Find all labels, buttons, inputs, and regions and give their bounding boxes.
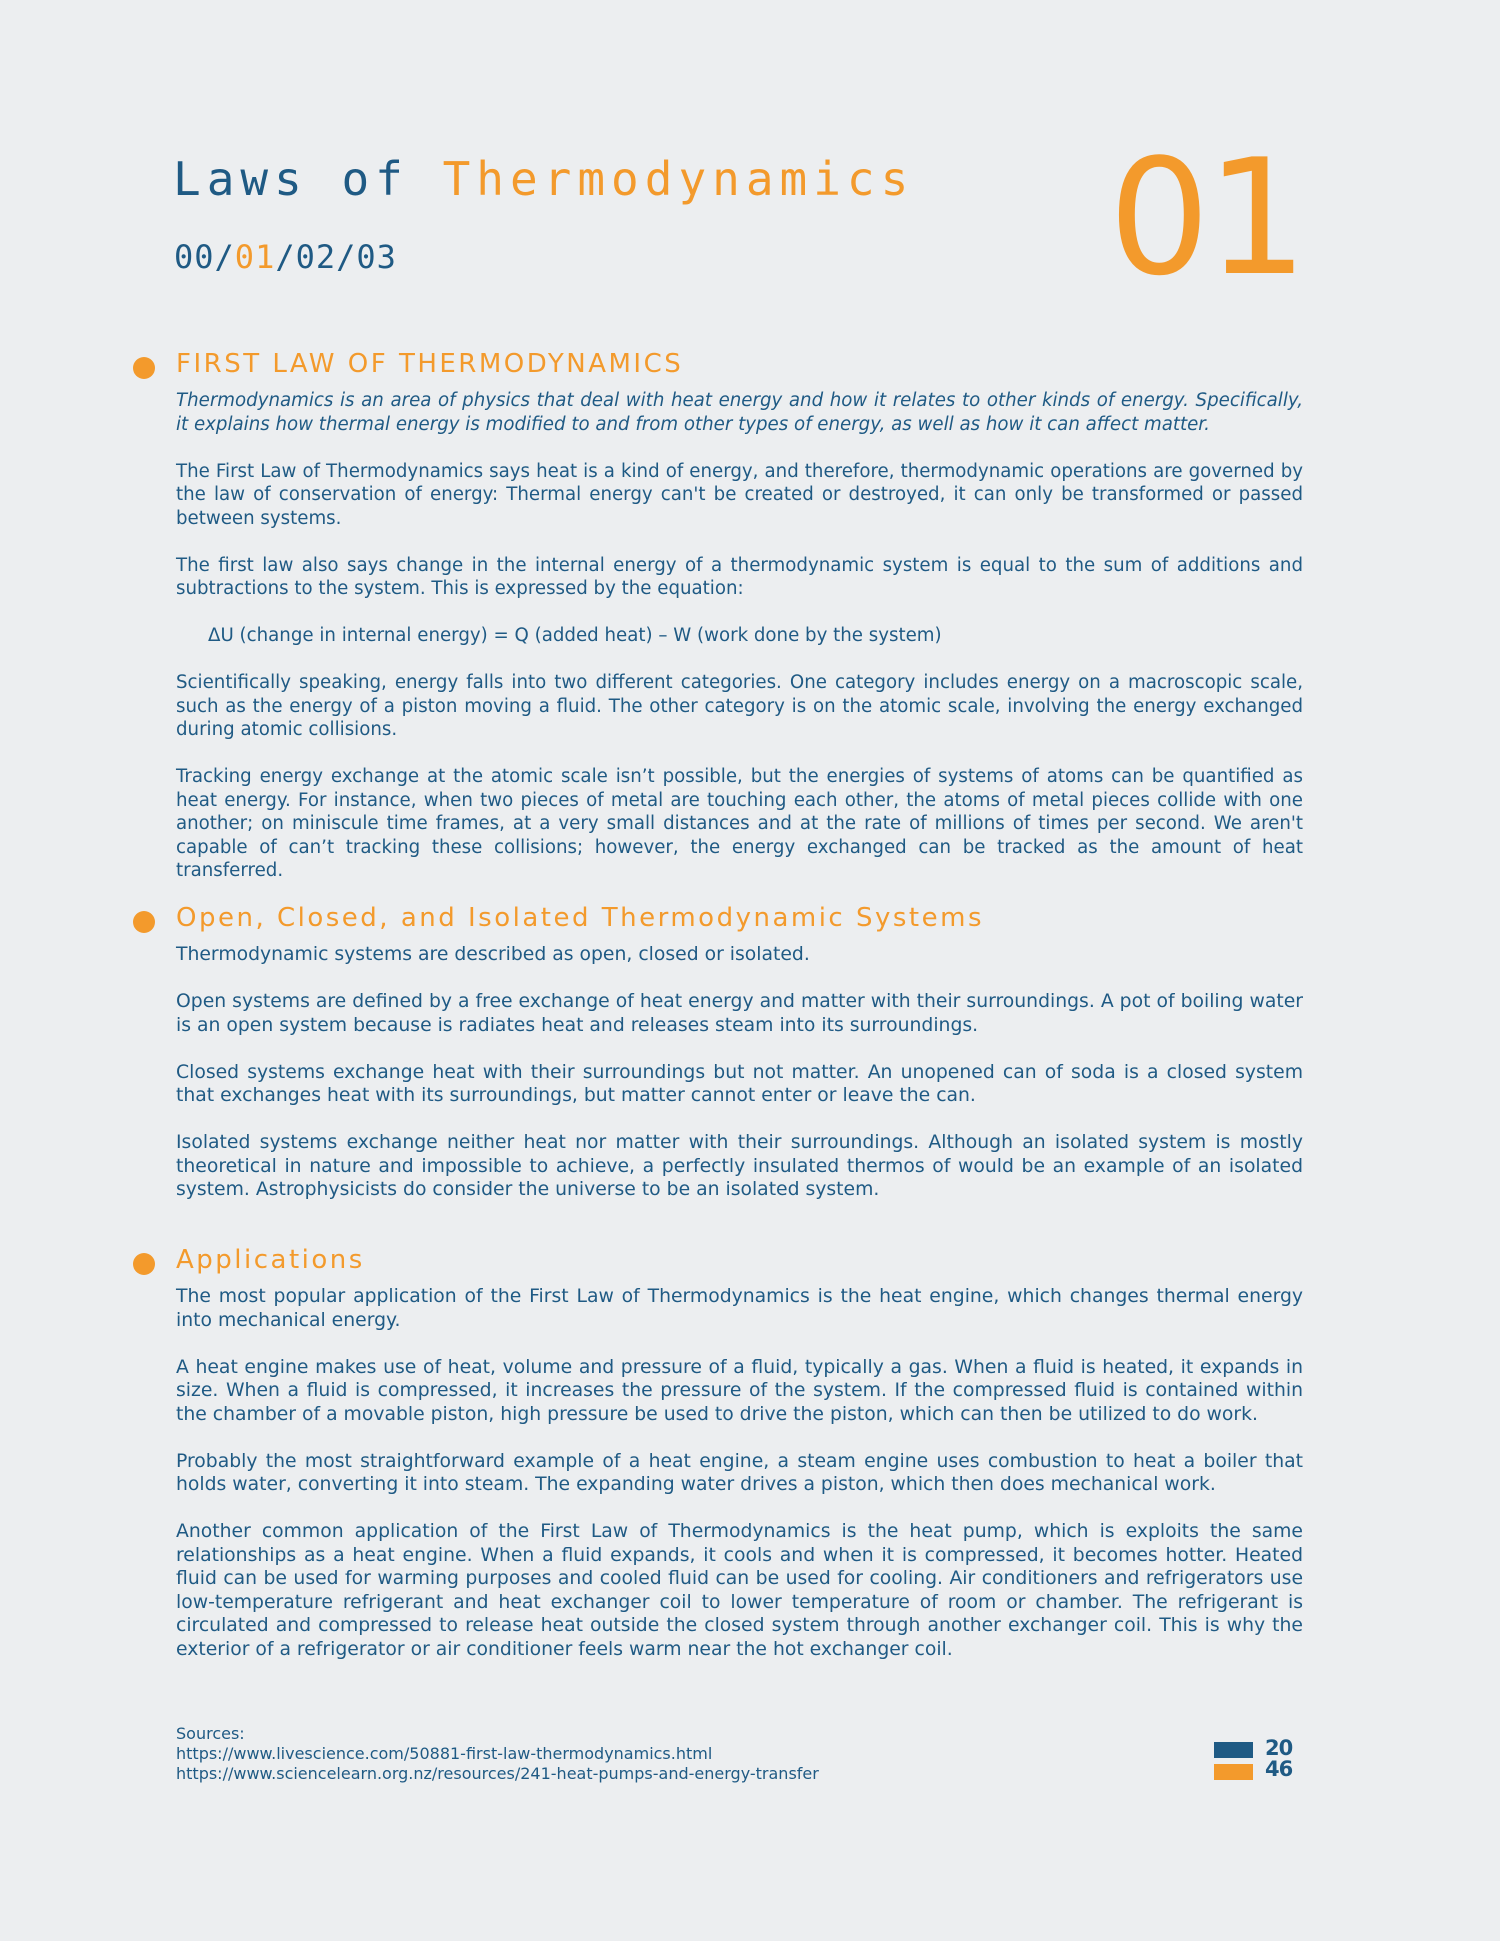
section-bullet-icon (133, 911, 155, 933)
page-index-suffix: /02/03 (275, 238, 397, 276)
section-bullet-icon (133, 357, 155, 379)
page-index-current: 01 (234, 238, 276, 276)
section-applications (133, 1245, 1303, 1661)
source-link[interactable]: https://www.livescience.com/50881-first-law-thermodynamics.html (176, 1744, 713, 1763)
paragraph: Probably the most straightforward example of a heat engine, a steam engine uses combustion to heat a boiler that holds water, converting it into steam. The expanding water drives a piston, which then does mechanical work. (176, 1450, 1303, 1495)
logo-bar-orange (1214, 1764, 1253, 1780)
section-systems (133, 903, 1303, 1202)
title-part-2: Thermodynamics (442, 152, 915, 206)
title-part-1: Laws of (173, 152, 409, 206)
section-title: Applications (176, 1245, 365, 1275)
section-header (133, 903, 1303, 943)
logo-bar-blue (1214, 1742, 1253, 1758)
paragraph: Isolated systems exchange neither heat nor matter with their surroundings. Although an isolated system is mostly theoretical in nature and impossible to achieve, a perfectly insulated thermos of would be an example of an isolated system. Astrophysicists do consider the universe to be an isolated system. (176, 1132, 1303, 1200)
paragraph: The most popular application of the First Law of Thermodynamics is the heat engine, which changes thermal energy into mechanical energy. (176, 1286, 1303, 1331)
page-index-prefix: 00/ (174, 238, 235, 276)
section-title: FIRST LAW OF THERMODYNAMICS (176, 349, 684, 379)
logo-digits-top: 20 (1265, 1736, 1293, 1760)
paragraph: Thermodynamics is an area of physics that deal with heat energy and how it relates to other kinds of energy. Specifically, it explains how thermal energy is modified to and from other types of energy, as well as how it can affect matter. (176, 390, 1303, 435)
section-first-law (133, 349, 1303, 883)
page-number: 01 (1108, 124, 1304, 311)
page-index (174, 238, 397, 276)
brand-logo (1214, 1736, 1304, 1784)
paragraph: Another common application of the First Law of Thermodynamics is the heat pump, which is exploits the same relationships as a heat engine. When a fluid expands, it cools and when it is compressed, it becomes hotter. Heated fluid can be used for warming purposes and cooled fluid can be used for cooling. Air conditioners and refrigerators use low-temperature refrigerant and heat exchanger coil to lower temperature of room or chamber. The refrigerant is circulated and compressed to release heat outside the closed system through another exchanger coil. This is why the exterior of a refrigerator or air conditioner feels warm near the hot exchanger coil. (176, 1521, 1303, 1660)
logo-digits (1265, 1738, 1292, 1780)
paragraph: Tracking energy exchange at the atomic scale isn’t possible, but the energies of systems of atoms can be quantified as heat energy. For instance, when two pieces of metal are touching each other, the atoms of metal pieces collide with one another; on miniscule time frames, at a very small distances and at the rate of millions of times per second. We aren't capable of can’t tracking these collisions; however, the energy exchanged can be tracked as the amount of heat transferred. (176, 766, 1303, 881)
paragraph: Open systems are defined by a free exchange of heat energy and matter with their surroundings. A pot of boiling water is an open system because is radiates heat and releases steam into its surroundings. (176, 991, 1303, 1036)
equation: ΔU (change in internal energy) = Q (added heat) – W (work done by the system) (208, 625, 942, 646)
paragraph: The first law also says change in the internal energy of a thermodynamic system is equal to the sum of additions and subtractions to the system. This is expressed by the equation: (176, 554, 1303, 599)
paragraph: The First Law of Thermodynamics says heat is a kind of energy, and therefore, thermodynamic operations are governed by the law of conservation of energy: Thermal energy can't be created or destroyed, it can only be transformed or passed between systems. (176, 460, 1303, 529)
paragraph: Scientifically speaking, energy falls into two different categories. One category includes energy on a macroscopic scale, such as the energy of a piston moving a fluid. The other category is on the atomic scale, involving the energy exchanged during atomic collisions. (176, 672, 1303, 740)
section-bullet-icon (133, 1253, 155, 1275)
section-body (176, 389, 1303, 883)
paragraph: A heat engine makes use of heat, volume and pressure of a fluid, typically a gas. When a fluid is heated, it expands in size. When a fluid is compressed, it increases the pressure of the system. If the compressed fluid is contained within the chamber of a movable piston, high pressure be used to drive the piston, which can then be utilized to do work. (176, 1356, 1303, 1425)
sources (176, 1724, 819, 1784)
logo-digits-bottom: 46 (1265, 1757, 1293, 1781)
page-title (173, 152, 914, 206)
source-link[interactable]: https://www.sciencelearn.org.nz/resources/241-heat-pumps-and-energy-transfer (176, 1764, 819, 1783)
section-body (176, 1285, 1303, 1661)
section-body (176, 943, 1303, 1202)
sources-label: Sources: (176, 1724, 245, 1743)
section-header (133, 1245, 1303, 1285)
paragraph: Thermodynamic systems are described as open, closed or isolated. (176, 944, 810, 965)
section-header (133, 349, 1303, 389)
section-title: Open, Closed, and Isolated Thermodynamic Systems (176, 903, 984, 933)
paragraph: Closed systems exchange heat with their surroundings but not matter. An unopened can of soda is a closed system that exchanges heat with its surroundings, but matter cannot enter or leave the can. (176, 1061, 1303, 1106)
